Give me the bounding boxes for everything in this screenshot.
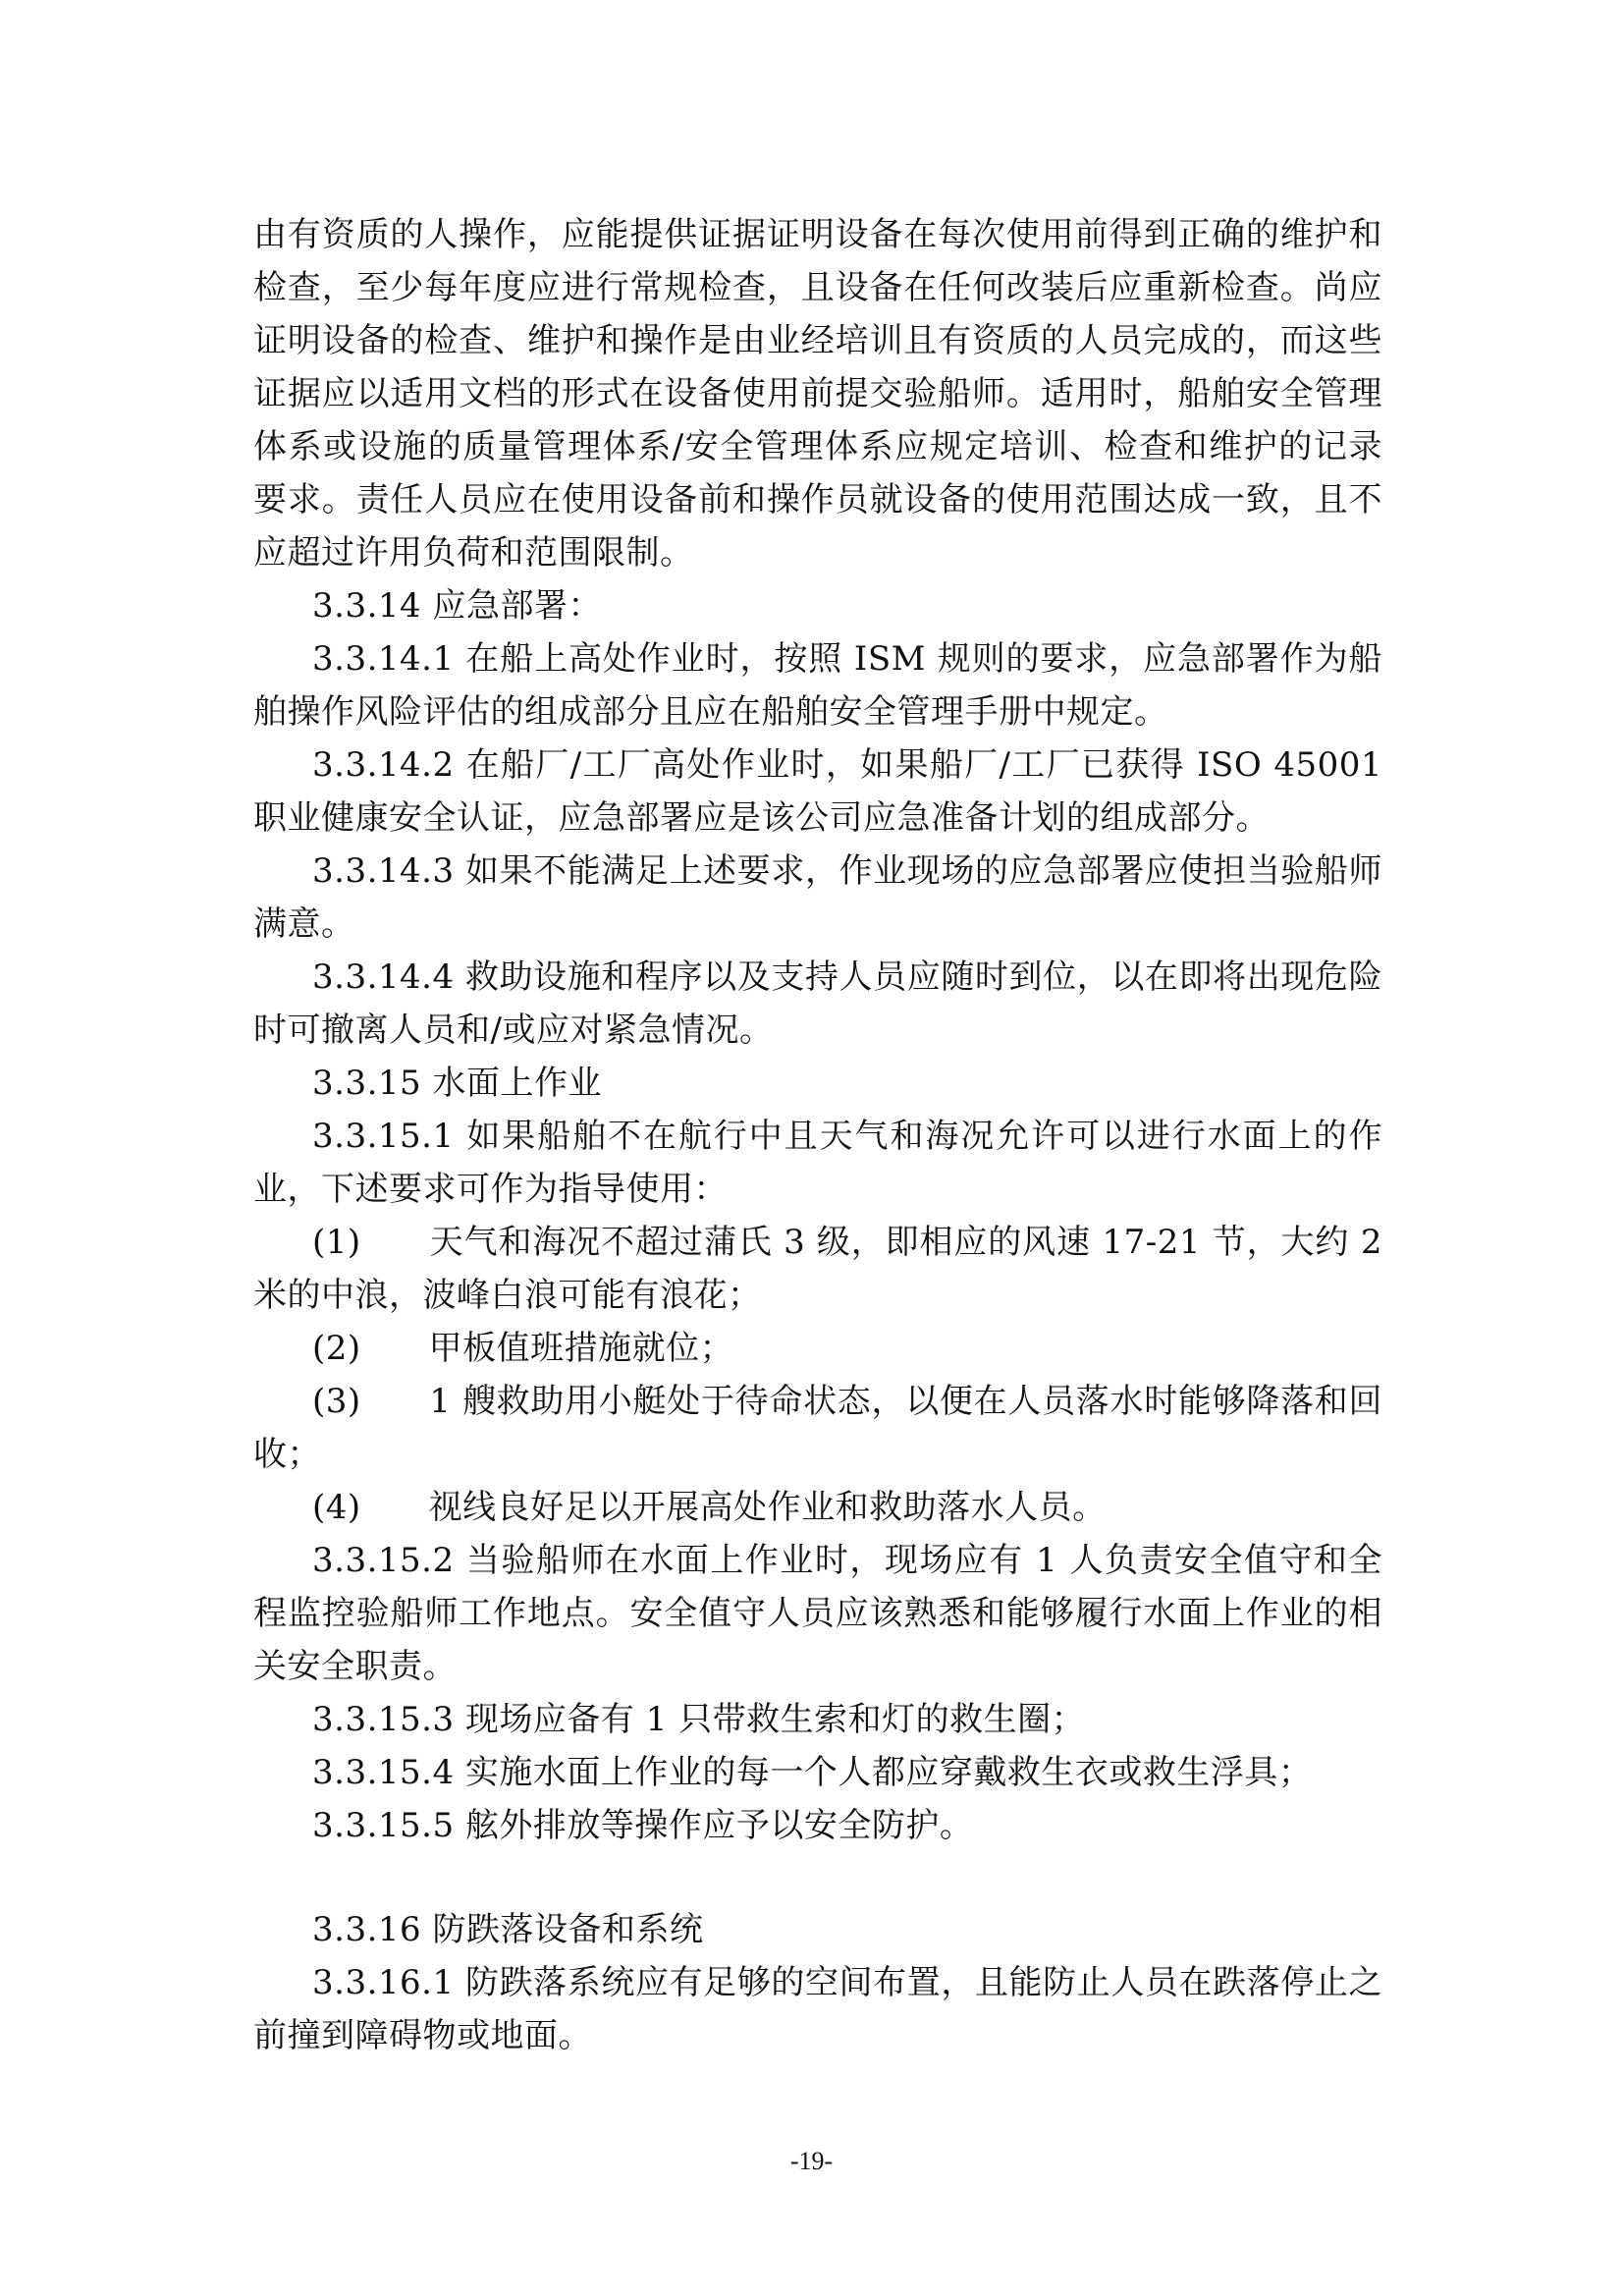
heading-3-3-15: 3.3.15 水面上作业 [312, 1064, 602, 1103]
paragraph-3-3-14-4: 3.3.14.4 救助设施和程序以及支持人员应随时到位，以在即将出现危险时可撤离人员和/或应对紧急情况。 [253, 957, 1382, 1050]
paragraph-3-3-15-5: 3.3.15.5 舷外排放等操作应予以安全防护。 [312, 1806, 974, 1845]
paragraph-3-3-15-3: 3.3.15.3 现场应备有 1 只带救生索和灯的救生圈； [312, 1700, 1086, 1739]
paragraph-3-3-14-3: 3.3.14.3 如果不能满足上述要求，作业现场的应急部署应使担当验船师满意。 [253, 851, 1382, 944]
list-item-4: (4) 视线良好足以开展高处作业和救助落水人员。 [312, 1488, 1107, 1527]
section-spacer [253, 1852, 1382, 1903]
heading-3-3-14: 3.3.14 应急部署： [312, 586, 602, 626]
page-number: -19- [789, 2147, 834, 2175]
paragraph-3-3-15-2: 3.3.15.2 当验船师在水面上作业时，现场应有 1 人负责安全值守和全程监控验船师工作地点。安全值守人员应该熟悉和能够履行水面上作业的相关安全职责。 [253, 1541, 1382, 1686]
paragraph-3-3-14-2: 3.3.14.2 在船厂/工厂高处作业时，如果船厂/工厂已获得 ISO 45001 职业健康安全认证，应急部署应是该公司应急准备计划的组成部分。 [253, 745, 1382, 838]
heading-3-3-16: 3.3.16 防跌落设备和系统 [312, 1910, 704, 1949]
list-item-2: (2) 甲板值班措施就位； [312, 1329, 734, 1368]
paragraph-3-3-15-4: 3.3.15.4 实施水面上作业的每一个人都应穿戴救生衣或救生浮具； [312, 1753, 1313, 1792]
paragraph-3-3-15-1: 3.3.15.1 如果船舶不在航行中且天气和海况允许可以进行水面上的作业，下述要求可作为指导使用： [253, 1117, 1382, 1209]
paragraph-3-3-14-1: 3.3.14.1 在船上高处作业时，按照 ISM 规则的要求，应急部署作为船舶操作风险评估的组成部分且应在船舶安全管理手册中规定。 [253, 639, 1382, 732]
list-item-1: (1) 天气和海况不超过蒲氏 3 级，即相应的风速 17-21 节，大约 2 米的中浪，波峰白浪可能有浪花； [253, 1223, 1382, 1315]
page-body [253, 208, 1382, 2062]
paragraph-3-3-16-1: 3.3.16.1 防跌落系统应有足够的空间布置，且能防止人员在跌落停止之前撞到障碍物或地面。 [253, 1963, 1382, 2055]
list-item-3: (3) 1 艘救助用小艇处于待命状态，以便在人员落水时能够降落和回收； [253, 1382, 1382, 1474]
paragraph-equipment-inspection: 由有资质的人操作，应能提供证据证明设备在每次使用前得到正确的维护和检查，至少每年度应进行常规检查，且设备在任何改装后应重新检查。尚应证明设备的检查、维护和操作是由业经培训且有资质的人员完成的，而这些证据应以适用文档的形式在设备使用前提交验船师。适用时，船舶安全管理体系或设施的质量管理体系/安全管理体系应规定培训、检查和维护的记录要求。责任人员应在使用设备前和操作员就设备的使用范围达成一致，且不应超过许用负荷和范围限制。 [253, 215, 1382, 573]
